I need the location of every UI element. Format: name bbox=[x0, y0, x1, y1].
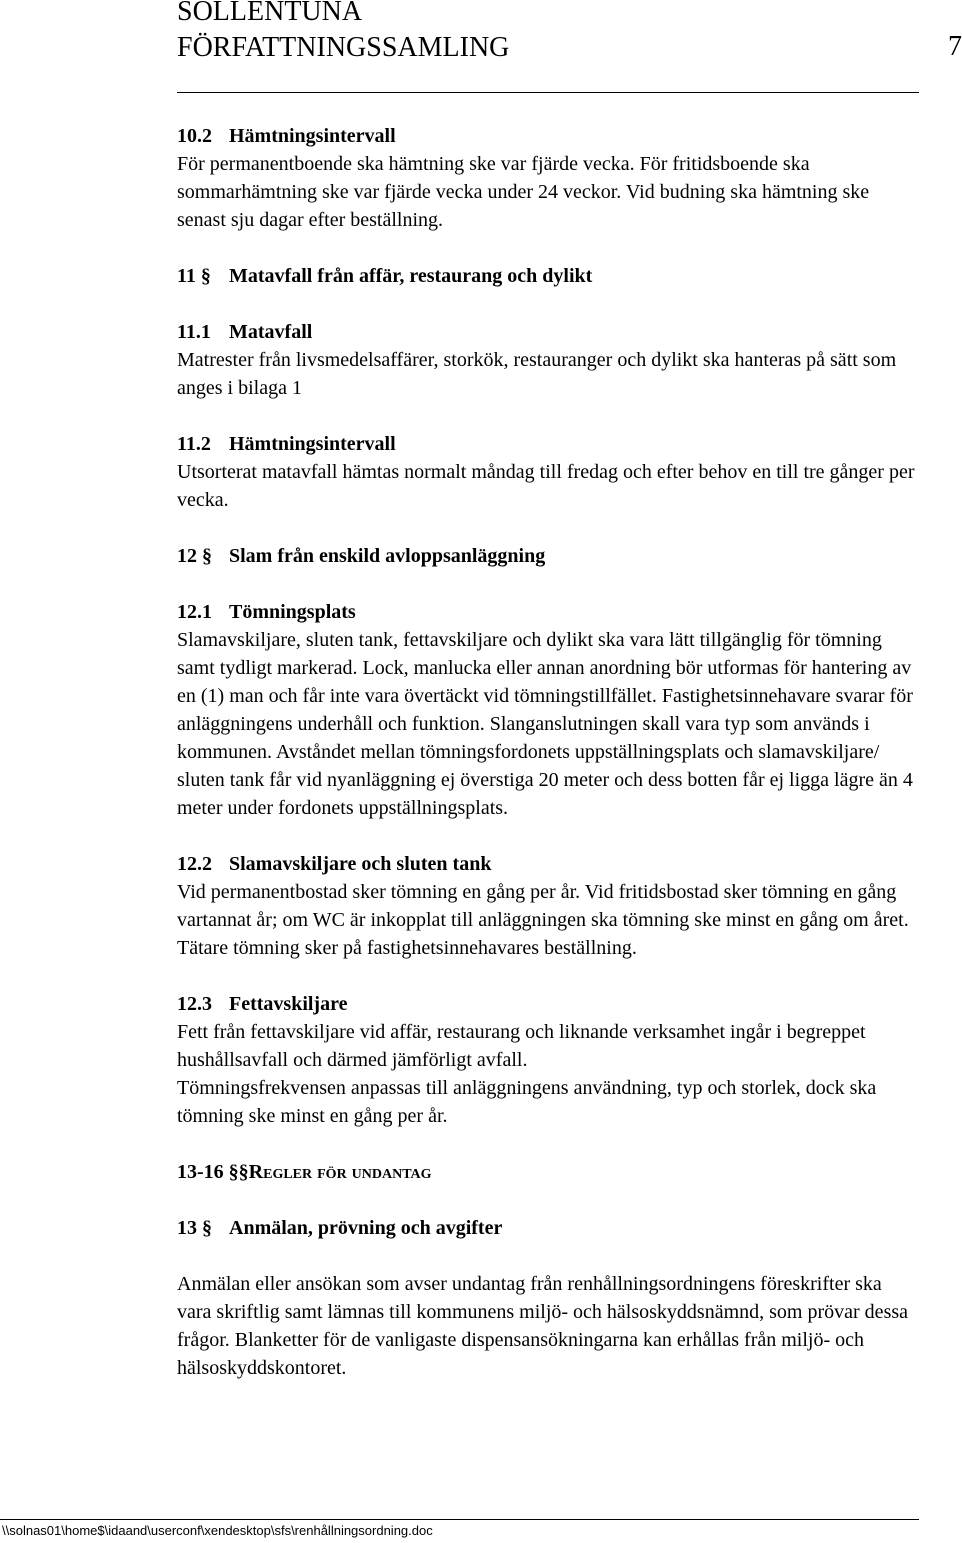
section-12-3-heading: 12.3 Fettavskiljare bbox=[177, 993, 348, 1015]
section-11-1-body: Matrester från livsmedelsaffärer, storkök, restauranger och dylikt ska hanteras på sätt som anges i bilaga 1 bbox=[177, 349, 897, 399]
document-body bbox=[177, 122, 919, 1382]
footer-file-path: \\solnas01\home$\idaand\userconf\xendesktop\sfs\renhållningsordning.doc bbox=[2, 1523, 433, 1538]
section-12-3 bbox=[177, 990, 919, 1130]
section-11-1 bbox=[177, 318, 919, 402]
header-title-line1: SOLLENTUNA bbox=[177, 0, 363, 27]
section-12-3-body-1: Fett från fettavskiljare vid affär, restaurang och liknande verksamhet ingår i begreppet hushållsavfall och därmed jämförligt avfall. bbox=[177, 1021, 866, 1071]
section-13-heading: 13 § Anmälan, prövning och avgifter bbox=[177, 1217, 503, 1239]
section-11-2-heading: 11.2 Hämtningsintervall bbox=[177, 433, 396, 455]
section-11-2-body: Utsorterat matavfall hämtas normalt måndag till fredag och efter behov en till tre gånger per vecka. bbox=[177, 461, 915, 511]
section-12-1 bbox=[177, 598, 919, 822]
section-12-2-heading: 12.2 Slamavskiljare och sluten tank bbox=[177, 853, 492, 875]
section-11-1-heading: 11.1 Matavfall bbox=[177, 321, 313, 343]
section-12-3-body-2: Tömningsfrekvensen anpassas till anläggningens användning, typ och storlek, dock ska tömning ske minst en gång per år. bbox=[177, 1077, 877, 1127]
section-12-1-body: Slamavskiljare, sluten tank, fettavskiljare och dylikt ska vara lätt tillgänglig för tömning samt tydligt markerad. Lock, manlucka eller annan anordning bör utformas för hantering av en (1) man och får inte vara övertäckt vid tömningstillfället. Fastighetsinnehavare svarar för anläggningens underhåll och funktion. Slanganslutningen skall vara typ som används i kommunen. Avståndet mellan tömningsfordonets uppställningsplats och slamavskiljare/ sluten tank får vid nyanläggning ej överstiga 20 meter och dess botten får ej ligga lägre än 4 meter under fordonets uppställningsplats. bbox=[177, 629, 913, 819]
header-title bbox=[177, 0, 509, 66]
section-11-heading: 11 § Matavfall från affär, restaurang och dylikt bbox=[177, 265, 593, 287]
section-12-heading: 12 § Slam från enskild avloppsanläggning bbox=[177, 545, 546, 567]
footer-divider bbox=[0, 1519, 919, 1520]
page-number: 7 bbox=[948, 31, 962, 62]
section-12-2-body: Vid permanentbostad sker tömning en gång per år. Vid fritidsbostad sker tömning en gång vartannat år; om WC är inkopplat till anläggningen ska tömning ske minst en gång om året. Tätare tömning sker på fastighetsinnehavares beställning. bbox=[177, 881, 909, 959]
section-10-2-heading: 10.2 Hämtningsintervall bbox=[177, 125, 396, 147]
header-title-line2: FÖRFATTNINGSSAMLING bbox=[177, 32, 510, 63]
section-10-2 bbox=[177, 122, 919, 234]
section-11-2 bbox=[177, 430, 919, 514]
document-header bbox=[177, 0, 962, 92]
section-13-body: Anmälan eller ansökan som avser undantag från renhållningsordningens föreskrifter ska vara skriftlig samt lämnas till kommunens miljö- och hälsoskyddsnämnd, som prövar dessa frågor. Blanketter för de vanligaste dispensansökningarna kan erhållas från miljö- och hälsoskyddskontoret. bbox=[177, 1273, 909, 1379]
section-13-16-heading: 13-16 §§ Regler för undantag bbox=[177, 1161, 432, 1183]
header-divider bbox=[177, 92, 919, 93]
section-12-1-heading: 12.1 Tömningsplats bbox=[177, 601, 356, 623]
section-10-2-body: För permanentboende ska hämtning ske var fjärde vecka. För fritidsboende ska sommarhämtning ske var fjärde vecka under 24 veckor. Vid budning ska hämtning ske senast sju dagar efter beställning. bbox=[177, 153, 870, 231]
section-12-2 bbox=[177, 850, 919, 962]
